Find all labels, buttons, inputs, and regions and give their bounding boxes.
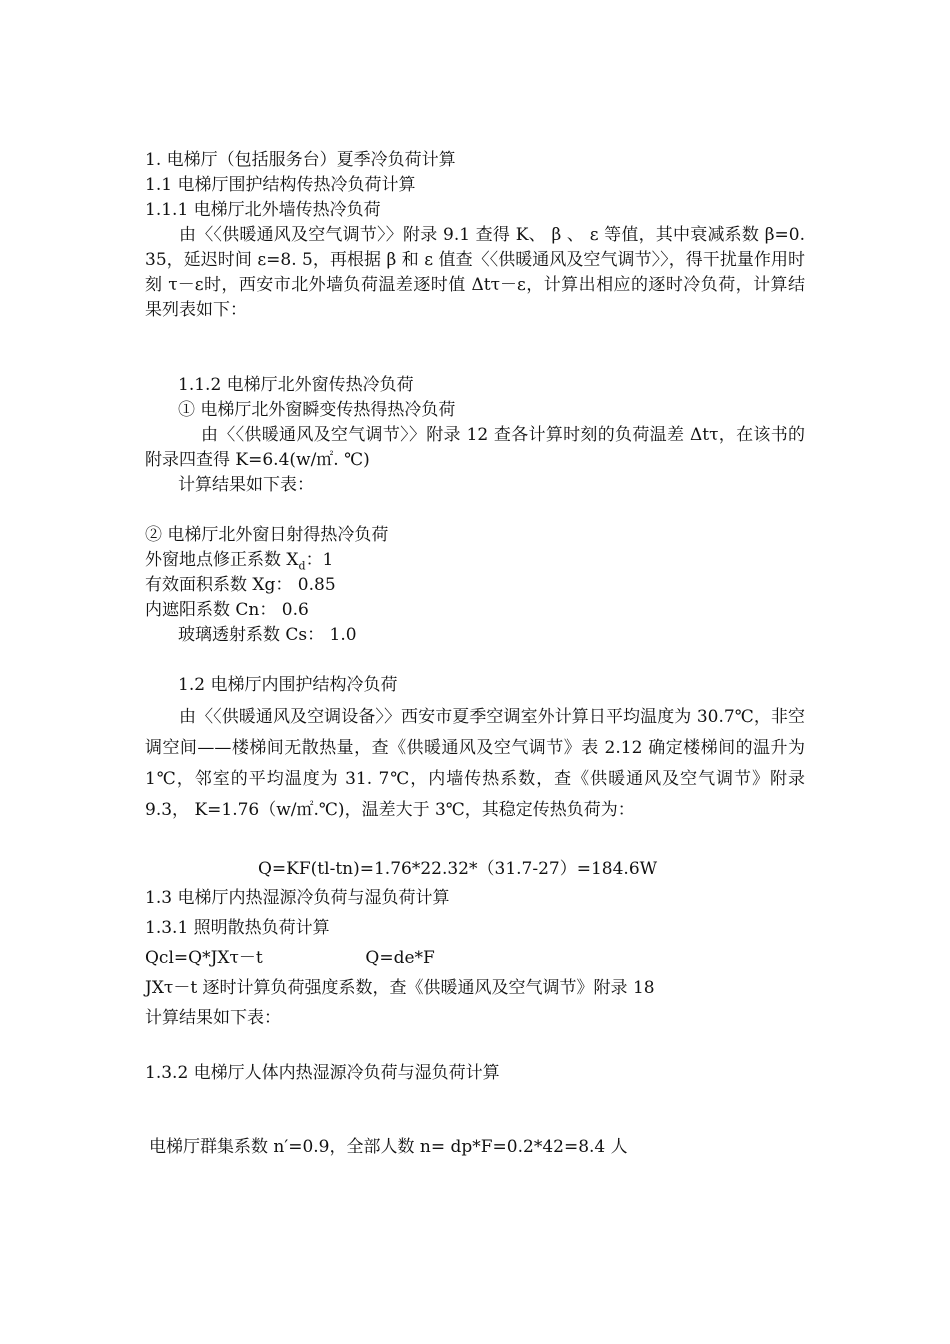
- equation-lighting: Qcl=Q*JXτ－t Q=de*F: [145, 948, 435, 968]
- subheading-window-transient: ① 电梯厅北外窗瞬变传热得热冷负荷: [178, 400, 456, 420]
- paragraph-occupancy: 电梯厅群集系数 n′=0.9，全部人数 n= dp*F=0.2*42=8.4 人: [149, 1137, 628, 1157]
- paragraph-wall-load: 由〈〈供暖通风及空气调节〉〉附录 9.1 查得 K、 β 、 ε 等值，其中衰减系数 β=0. 35，延迟时间 ε=8. 5，再根据 β 和 ε 值查〈〈供暖通风及空气调节〉〉，得干扰量作用时刻 τ－ε时，西安市北外墙负荷温差逐时值 Δtτ－ε，计算出相应的逐时冷负荷，计算结果列表如下：: [145, 225, 805, 320]
- paragraph-inner-wall-load: 由〈〈供暖通风及空调设备〉〉西安市夏季空调室外计算日平均温度为 30.7℃，非空调空间——楼梯间无散热量，查《供暖通风及空气调节》表 2.12 确定楼梯间的温升为 1℃，邻室的平均温度为 31. 7℃，内墙传热系数，查《供暖通风及空气调节》附录 9.3， K=1.76（w/㎡.℃)，温差大于 3℃，其稳定传热负荷为：: [145, 707, 805, 820]
- heading-1-3: 1.3 电梯厅内热湿源冷负荷与湿负荷计算: [145, 888, 450, 908]
- paragraph-window-transient: 由〈〈供暖通风及空气调节〉〉附录 12 查各计算时刻的负荷温差 Δtτ，在该书的附录四查得 K=6.4(w/㎡. ℃): [145, 425, 805, 470]
- heading-1-1-1: 1.1.1 电梯厅北外墙传热冷负荷: [145, 200, 381, 220]
- result-note-1: 计算结果如下表：: [178, 475, 314, 495]
- factor-shading: 内遮阳系数 Cn： 0.6: [145, 600, 309, 620]
- formula-inner-wall: Q=KF(tl-tn)=1.76*22.32*（31.7-27）=184.6W: [258, 859, 658, 879]
- equation-note: JXτ－t 逐时计算负荷强度系数，查《供暖通风及空气调节》附录 18: [145, 978, 655, 998]
- heading-1: 1. 电梯厅（包括服务台）夏季冷负荷计算: [145, 150, 456, 170]
- heading-1-3-1: 1.3.1 照明散热负荷计算: [145, 918, 330, 938]
- subheading-window-solar: ② 电梯厅北外窗日射得热冷负荷: [145, 525, 389, 545]
- factor-location: 外窗地点修正系数 $X_d$：1: [145, 550, 334, 573]
- heading-1-2: 1.2 电梯厅内围护结构冷负荷: [178, 675, 398, 695]
- heading-1-1: 1.1 电梯厅围护结构传热冷负荷计算: [145, 175, 416, 195]
- factor-area: 有效面积系数 Xg： 0.85: [145, 575, 336, 595]
- heading-1-3-2: 1.3.2 电梯厅人体内热湿源冷负荷与湿负荷计算: [145, 1063, 500, 1083]
- result-note-2: 计算结果如下表：: [145, 1008, 281, 1028]
- factor-transmission: 玻璃透射系数 Cs： 1.0: [178, 625, 357, 645]
- heading-1-1-2: 1.1.2 电梯厅北外窗传热冷负荷: [178, 375, 414, 395]
